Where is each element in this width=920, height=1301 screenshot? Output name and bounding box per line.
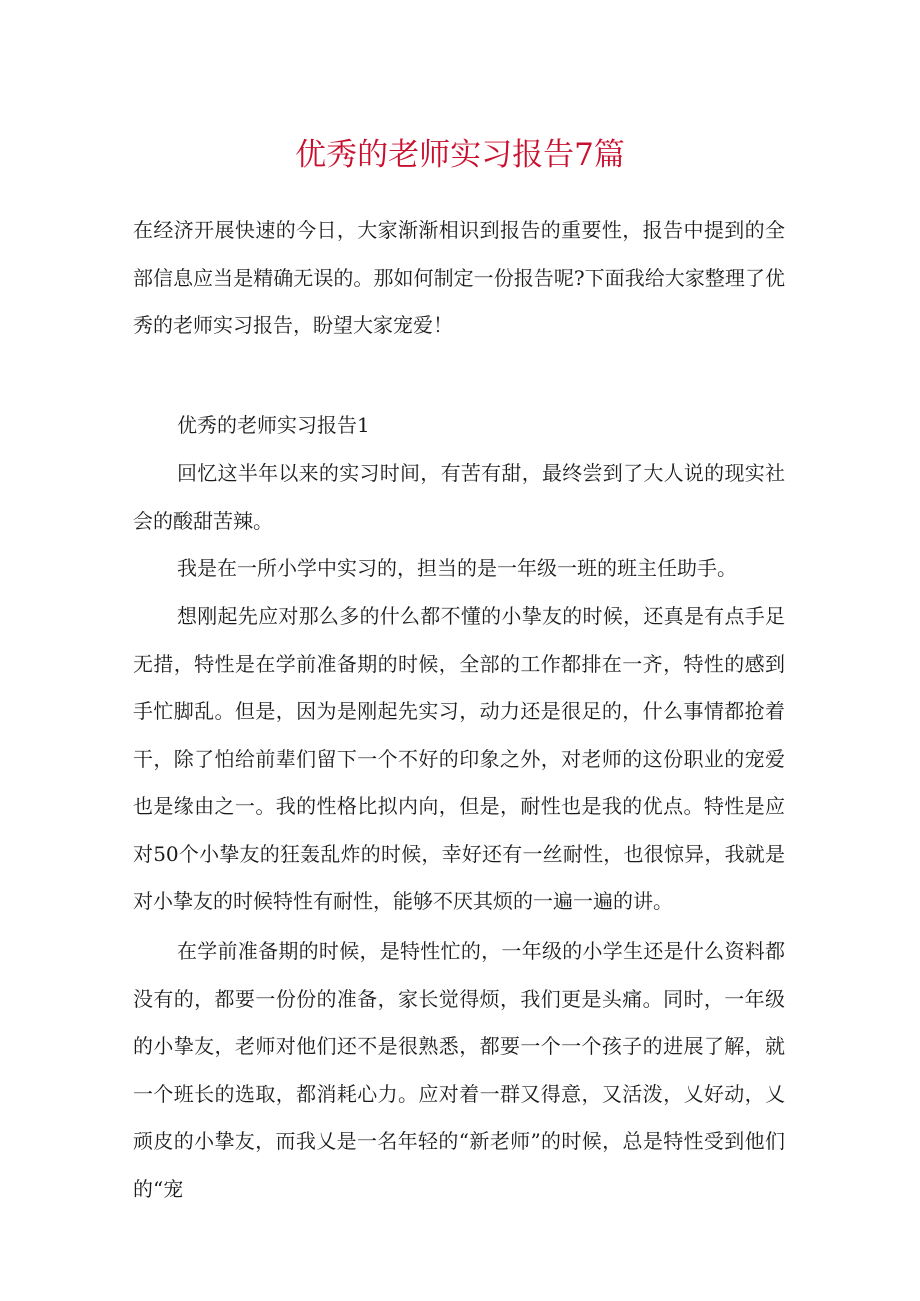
body-paragraph: 我是在一所小学中实习的，担当的是一年级一班的班主任助手。 <box>177 556 737 580</box>
intro-paragraph: 在经济开展快速的今日，大家渐渐相识到报告的重要性，报告中提到的全部信息应当是精确无误的。那如何制定一份报告呢?下面我给大家整理了优秀的老师实习报告，盼望大家宠爱！ <box>133 218 785 337</box>
document-title: 优秀的老师实习报告7篇 <box>295 137 625 173</box>
body-paragraph: 想刚起先应对那么多的什么都不懂的小挚友的时候，还真是有点手足无措，特性是在学前准备期的时候，全部的工作都排在一齐，特性的感到手忙脚乱。但是，因为是刚起先实习，动力还是很足的，什么事情都抢着干，除了怕给前辈们留下一个不好的印象之外，对老师的这份职业的宠爱也是缘由之一。我的性格比拟内向，但是，耐性也是我的优点。特性是应对50个小挚友的狂轰乱炸的时候，幸好还有一丝耐性，也很惊异，我就是对小挚友的时候特性有耐性，能够不厌其烦的一遍一遍的讲。 <box>133 604 785 913</box>
section-heading: 优秀的老师实习报告1 <box>177 413 370 437</box>
body-paragraph: 在学前准备期的时候，是特性忙的，一年级的小学生还是什么资料都没有的，都要一份份的准备，家长觉得烦，我们更是头痛。同时，一年级的小挚友，老师对他们还不是很熟悉，都要一个一个孩子的进展了解，就一个班长的选取，都消耗心力。应对着一群又得意，又活泼，乂好动，乂顽皮的小挚友，而我乂是一名年轻的“新老师”的时候，总是特性受到他们的“宠 <box>133 939 785 1201</box>
body-paragraph: 回忆这半年以来的实习时间，有苦有甜，最终尝到了大人说的现实社会的酸甜苦辣。 <box>133 461 785 533</box>
